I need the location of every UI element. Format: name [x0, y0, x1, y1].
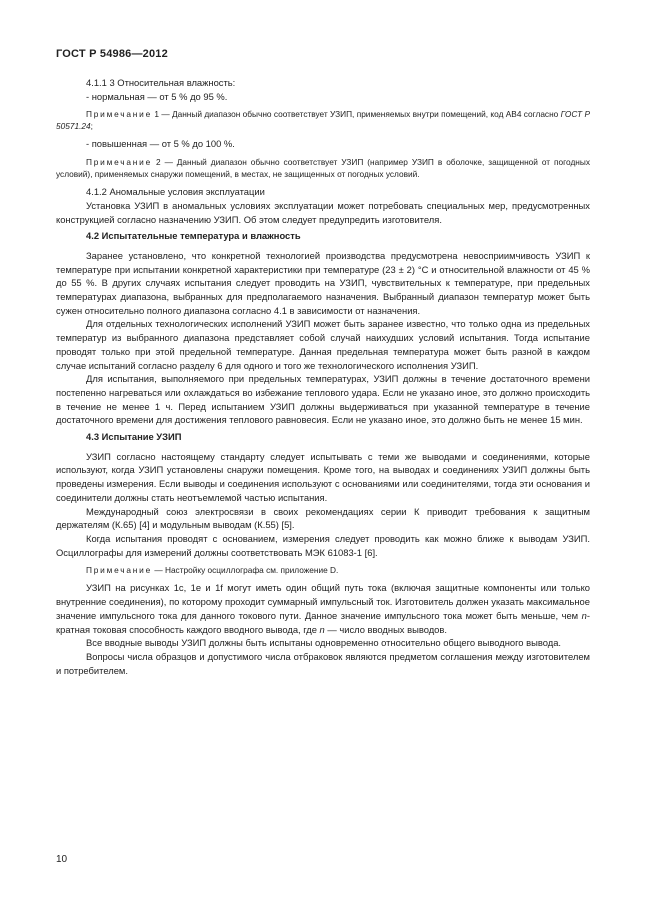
section-4-3-paragraph-5: Все вводные выводы УЗИП должны быть испытаны одновременно относительно общего выводного вывода.: [86, 637, 562, 649]
paragraph-4-part-b: -кратная токовая способность каждого вводного вывода, где: [56, 609, 590, 635]
note-2-label: Примечание: [86, 157, 153, 168]
note-1: [56, 108, 590, 132]
section-4-3-heading: 4.3 Испытание УЗИП: [86, 431, 182, 443]
section-4-3-paragraph-2: Международный союз электросвязи в своих рекомендациях серии К приводит требования к защитным держателям (К.65) [4] и модульным выводам (К.55) [5].: [56, 505, 590, 531]
variable-n: n: [581, 609, 587, 621]
section-4-2-paragraph-2: Для отдельных технологических исполнений УЗИП может быть заранее известно, что только одна из предельных температур из выбранного диапазона представляет собой случай наихудших условий испытания. Тогда испытание проводят только при этой предельной температуре. Данная предельная температура может быть разной в каждом случае испытаний согласно разделу 6 для одного и того же технологического исполнения УЗИП.: [56, 318, 590, 371]
document-body: [56, 76, 590, 677]
variable-n: n: [319, 623, 325, 635]
paragraph-4-part-a: УЗИП на рисунках 1с, 1е и 1f могут иметь один общий путь тока (включая защитные компоненты или только внутренние соединения), по которому проходит суммарный импульсный ток. Изготовитель должен указать максимальное значение импульсного тока для данного токового пути. Данное значение импульсного тока может быть меньше, чем: [56, 582, 590, 621]
note-2-text: — Данный диапазон обычно соответствует УЗИП (например УЗИП в оболочке, защищенной от погодных условий), применяемых снаружи помещений, в местах, не защищенных от погодных условий.: [56, 157, 590, 180]
note-1-text: — Данный диапазон обычно соответствует УЗИП, применяемых внутри помещений, код АВ4 согласно: [161, 109, 561, 120]
section-4-2-paragraph-1: Заранее установлено, что конкретной технологией производства предусмотрена невосприимчивость УЗИП к температуре при испытании конкретной характеристики при температуре (23 ± 2) °С и относительной влажности от 45 % до 55 %. В других случаях испытания следует проводить на УЗИП, чувствительных к температуре, при предельных температурах диапазона, выбранных для предполагаемого назначения. Выбранный диапазон температур может быть сужен относительно полного диапазона согласно 4.1 в зависимости от назначения.: [56, 249, 590, 316]
page-number: 10: [56, 854, 68, 865]
section-4-3-paragraph-4: [56, 581, 590, 636]
section-4-2-heading: 4.2 Испытательные температура и влажность: [86, 230, 301, 242]
note-3: [56, 564, 590, 576]
humidity-high: - повышенная — от 5 % до 100 %.: [86, 138, 235, 150]
note-2-number: 2: [155, 157, 161, 168]
subsection-4-1-2-text: Установка УЗИП в аномальных условиях эксплуатации может потребовать специальных мер, предусмотренных конструкцией согласно назначению УЗИП. Об этом следует предупредить изготовителя.: [56, 199, 590, 225]
note-1-number: 1: [154, 109, 159, 120]
note-3-label: Примечание: [86, 565, 153, 576]
section-4-3-paragraph-1: УЗИП согласно настоящему стандарту следует испытывать с теми же выводами и соединениями, которые используют, когда УЗИП установлены снаружи помещения. Кроме того, на выводах и соединениях УЗИП должны быть проведены измерения. Если выводы и соединения используют с основаниями или соединителями, тогда эти основания и соединители должны стать неотъемлемой частью испытания.: [56, 450, 590, 503]
subsection-4-1-1-3-title: 4.1.1 3 Относительная влажность:: [86, 77, 236, 88]
note-2: [56, 156, 590, 180]
humidity-normal: - нормальная — от 5 % до 95 %.: [86, 90, 228, 102]
note-3-text: — Настройку осциллографа см. приложение D.: [154, 565, 339, 576]
section-4-2-paragraph-3: Для испытания, выполняемого при предельных температурах, УЗИП должны в течение достаточного времени постепенно нагреваться или охлаждаться во избежание теплового удара. Если не указано иное, это должно происходить в течение не менее 1 ч. Перед испытанием УЗИП должны выдерживаться при указанной температуре в течение достаточного времени для достижения теплового равновесия. Если не указано иное, это должно быть не менее 15 мин.: [56, 373, 590, 426]
document-header: ГОСТ Р 54986—2012: [56, 48, 168, 60]
subsection-4-1-2-title: 4.1.2 Аномальные условия эксплуатации: [86, 186, 265, 198]
section-4-3-paragraph-3: Когда испытания проводят с основанием, измерения следует проводить как можно ближе к выводам УЗИП. Осциллографы для измерений должны соответствовать МЭК 61083-1 [6].: [56, 532, 590, 558]
paragraph-4-part-c: — число вводных выводов.: [324, 623, 447, 635]
note-1-end: ;: [90, 121, 93, 132]
section-4-3-paragraph-6: Вопросы числа образцов и допустимого числа отбраковок являются предметом соглашения между изготовителем и потребителем.: [56, 650, 590, 676]
note-1-reference: ГОСТ Р 50571.24: [56, 109, 590, 132]
note-1-label: Примечание: [86, 109, 153, 120]
